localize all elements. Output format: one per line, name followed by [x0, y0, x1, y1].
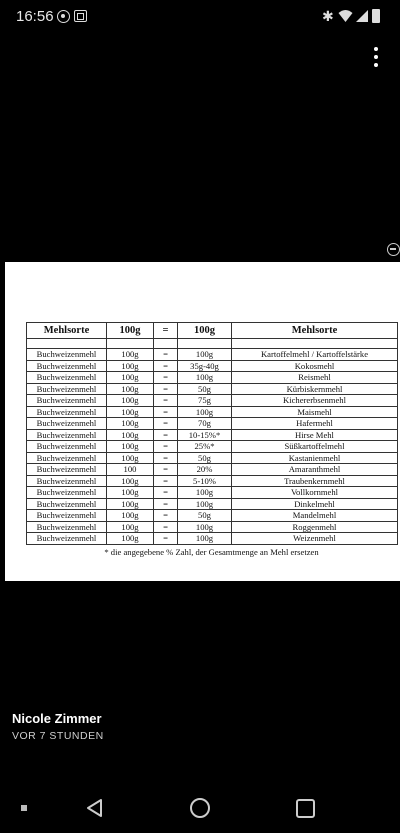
signal-icon: [356, 10, 368, 22]
table-cell: Buchweizenmehl: [27, 521, 107, 533]
table-cell: 100g: [178, 349, 232, 361]
table-cell: Amaranthmehl: [232, 464, 398, 476]
table-cell: 100g: [107, 452, 154, 464]
table-cell: 100g: [107, 406, 154, 418]
table-row: [27, 510, 398, 522]
table-cell: Buchweizenmehl: [27, 349, 107, 361]
table-cell: =: [154, 395, 178, 407]
table-row: [27, 406, 398, 418]
table-cell: 100g: [107, 487, 154, 499]
table-cell: Buchweizenmehl: [27, 441, 107, 453]
flour-table-container: [26, 322, 397, 557]
table-cell: =: [154, 383, 178, 395]
table-row: [27, 349, 398, 361]
table-cell: Roggenmehl: [232, 521, 398, 533]
table-cell: =: [154, 429, 178, 441]
header-cell: Mehlsorte: [27, 323, 107, 339]
table-cell: 100g: [107, 441, 154, 453]
table-cell: 100g: [107, 498, 154, 510]
table-cell: 100g: [107, 510, 154, 522]
table-cell: Buchweizenmehl: [27, 498, 107, 510]
post-time: VOR 7 STUNDEN: [12, 730, 104, 742]
table-cell: Buchweizenmehl: [27, 429, 107, 441]
table-cell: Kichererbsenmehl: [232, 395, 398, 407]
whatsapp-icon: [57, 10, 70, 23]
navigation-bar: [0, 790, 400, 833]
table-cell: =: [154, 360, 178, 372]
table-cell: 100g: [107, 533, 154, 545]
table-cell: 5-10%: [178, 475, 232, 487]
table-cell: 100g: [107, 395, 154, 407]
table-cell: =: [154, 475, 178, 487]
table-row: [27, 360, 398, 372]
table-row: [27, 418, 398, 430]
table-cell: 20%: [178, 464, 232, 476]
table-cell: Kokosmehl: [232, 360, 398, 372]
table-cell: Süßkartoffelmehl: [232, 441, 398, 453]
table-cell: Buchweizenmehl: [27, 452, 107, 464]
table-row: [27, 372, 398, 384]
table-cell: =: [154, 406, 178, 418]
table-footnote: * die angegebene % Zahl, der Gesamtmenge an Mehl ersetzen: [104, 546, 319, 557]
table-cell: Dinkelmehl: [232, 498, 398, 510]
table-cell: Reismehl: [232, 372, 398, 384]
table-cell: 100g: [107, 372, 154, 384]
table-cell: Buchweizenmehl: [27, 360, 107, 372]
table-cell: =: [154, 487, 178, 499]
table-cell: 100g: [107, 360, 154, 372]
table-row: [27, 498, 398, 510]
table-cell: Kürbiskernmehl: [232, 383, 398, 395]
table-cell: 100g: [178, 533, 232, 545]
table-cell: Buchweizenmehl: [27, 383, 107, 395]
table-cell: Buchweizenmehl: [27, 487, 107, 499]
menu-dot-icon: [21, 805, 27, 811]
table-cell: Kastanienmehl: [232, 452, 398, 464]
table-cell: 10-15%*: [178, 429, 232, 441]
table-cell: 100g: [107, 429, 154, 441]
recents-icon[interactable]: [296, 799, 315, 818]
flour-conversion-table: [26, 322, 398, 545]
table-cell: 100g: [178, 406, 232, 418]
status-bar: [0, 0, 400, 34]
table-cell: 100g: [178, 498, 232, 510]
table-cell: 75g: [178, 395, 232, 407]
table-cell: Buchweizenmehl: [27, 475, 107, 487]
spacer-row: [27, 339, 398, 349]
photo-icon: [74, 10, 87, 22]
table-cell: =: [154, 349, 178, 361]
table-cell: Buchweizenmehl: [27, 406, 107, 418]
table-cell: 25%*: [178, 441, 232, 453]
more-vert-icon[interactable]: [368, 44, 384, 70]
table-cell: =: [154, 372, 178, 384]
table-cell: 100g: [107, 521, 154, 533]
wifi-icon: [338, 9, 353, 23]
table-row: [27, 487, 398, 499]
table-cell: 50g: [178, 452, 232, 464]
table-cell: Kartoffelmehl / Kartoffelstärke: [232, 349, 398, 361]
header-cell: 100g: [107, 323, 154, 339]
table-cell: 100g: [107, 349, 154, 361]
table-cell: =: [154, 418, 178, 430]
table-cell: 70g: [178, 418, 232, 430]
table-cell: =: [154, 498, 178, 510]
table-row: [27, 429, 398, 441]
table-cell: Weizenmehl: [232, 533, 398, 545]
table-cell: Hafermehl: [232, 418, 398, 430]
table-cell: Buchweizenmehl: [27, 510, 107, 522]
table-row: [27, 464, 398, 476]
clock: 16:56: [16, 8, 54, 25]
table-row: [27, 395, 398, 407]
table-cell: =: [154, 510, 178, 522]
table-cell: =: [154, 452, 178, 464]
table-cell: Buchweizenmehl: [27, 395, 107, 407]
table-cell: Buchweizenmehl: [27, 372, 107, 384]
table-cell: 100: [107, 464, 154, 476]
header-cell: Mehlsorte: [232, 323, 398, 339]
table-row: [27, 533, 398, 545]
table-cell: 100g: [178, 487, 232, 499]
table-cell: Buchweizenmehl: [27, 533, 107, 545]
back-icon[interactable]: [85, 798, 105, 818]
table-cell: Buchweizenmehl: [27, 418, 107, 430]
table-cell: =: [154, 533, 178, 545]
table-cell: 100g: [107, 383, 154, 395]
table-cell: Hirse Mehl: [232, 429, 398, 441]
author-name: Nicole Zimmer: [12, 711, 102, 726]
table-row: [27, 452, 398, 464]
table-cell: 35g-40g: [178, 360, 232, 372]
table-cell: 100g: [107, 475, 154, 487]
bluetooth-icon: ✱: [322, 8, 334, 24]
table-row: [27, 441, 398, 453]
minus-circle-icon[interactable]: [387, 243, 400, 256]
table-cell: 100g: [107, 418, 154, 430]
table-cell: Buchweizenmehl: [27, 464, 107, 476]
table-cell: =: [154, 464, 178, 476]
table-cell: 50g: [178, 383, 232, 395]
table-cell: Traubenkernmehl: [232, 475, 398, 487]
table-cell: Vollkornmehl: [232, 487, 398, 499]
battery-icon: [372, 9, 380, 23]
table-cell: 100g: [178, 372, 232, 384]
home-icon[interactable]: [190, 798, 210, 818]
table-cell: =: [154, 441, 178, 453]
table-header-row: [27, 323, 398, 339]
table-cell: 50g: [178, 510, 232, 522]
table-row: [27, 383, 398, 395]
table-cell: =: [154, 521, 178, 533]
header-cell: 100g: [178, 323, 232, 339]
shared-image[interactable]: [5, 262, 400, 581]
header-cell: =: [154, 323, 178, 339]
table-cell: 100g: [178, 521, 232, 533]
table-row: [27, 521, 398, 533]
table-cell: Mandelmehl: [232, 510, 398, 522]
table-row: [27, 475, 398, 487]
table-cell: Maismehl: [232, 406, 398, 418]
